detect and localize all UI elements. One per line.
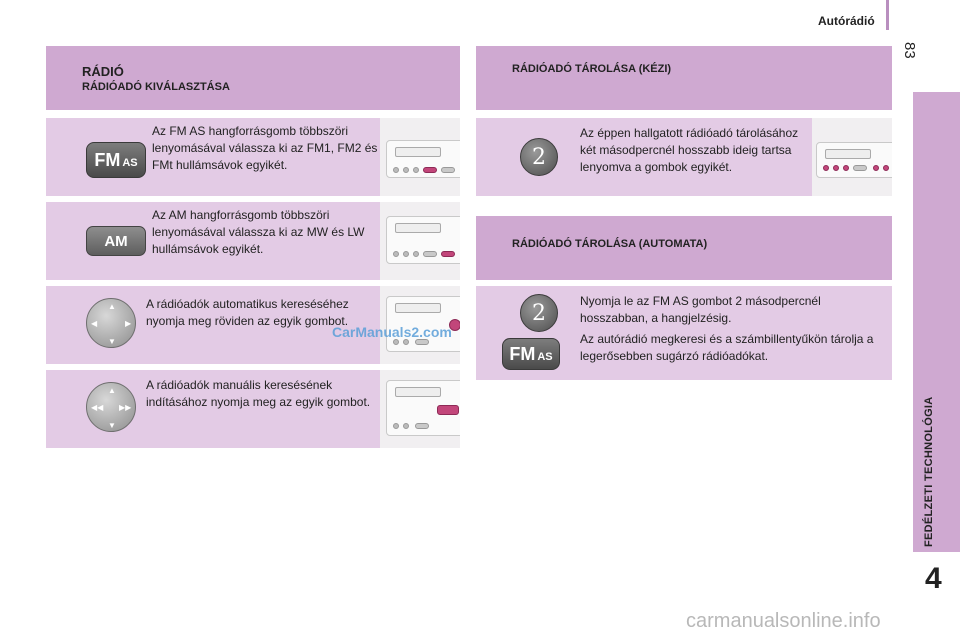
chapter-number: 4 <box>925 562 942 595</box>
preset-button-2-icon: 2 <box>520 294 558 332</box>
instruction-text-auto-store-1: Nyomja le az FM AS gombot 2 másodpercnél hosszabban, a hangjelzésig. <box>580 294 821 325</box>
instruction-row-am <box>46 202 460 280</box>
fm-as-button-icon: FM AS <box>502 338 560 370</box>
watermark-text: CarManuals2.com <box>332 324 452 340</box>
header-accent-bar <box>886 0 889 30</box>
instruction-row-auto-store <box>476 286 892 380</box>
instruction-row-manual-store <box>476 118 892 196</box>
instruction-row-auto-search <box>46 286 460 364</box>
instruction-row-fm <box>46 118 460 196</box>
instruction-text-auto-search: A rádióadók automatikus kereséséhez nyomja meg röviden az egyik gombot. <box>146 297 349 328</box>
joystick-leftright-icon: ▲ ▼ ◀◀ ▶▶ <box>86 382 136 432</box>
chapter-number-box <box>913 552 960 640</box>
radio-illustration <box>380 118 460 196</box>
page-number: 83 <box>901 42 918 59</box>
section-subtitle-station-select: RÁDIÓADÓ KIVÁLASZTÁSA <box>82 81 230 93</box>
page-header-title: Autórádió <box>818 14 875 28</box>
joystick-updown-icon: ▲ ▼ ◀ ▶ <box>86 298 136 348</box>
section-header-manual-store <box>476 46 892 110</box>
am-button-icon: AM <box>86 226 146 256</box>
instruction-text-manual-search: A rádióadók manuális keresésének indításához nyomja meg az egyik gombot. <box>146 378 371 409</box>
section-header-radio <box>46 46 460 110</box>
footer-watermark: carmanualsonline.info <box>686 610 881 632</box>
section-title-auto-store: RÁDIÓADÓ TÁROLÁSA (AUTOMATA) <box>512 238 708 250</box>
section-title-manual-store: RÁDIÓADÓ TÁROLÁSA (KÉZI) <box>512 63 672 75</box>
chapter-side-tab <box>913 92 960 640</box>
instruction-text-manual-store: Az éppen hallgatott rádióadó tárolásához két másodpercnél hosszabb ideig tartsa lenyomva a gombok egyikét. <box>580 126 799 174</box>
instruction-row-manual-search <box>46 370 460 448</box>
chapter-label: FEDÉLZETI TECHNOLÓGIA <box>923 396 935 547</box>
instruction-text-am: Az AM hangforrásgomb többszöri lenyomásával válassza ki az MW és LW hullámsávok egyikét. <box>152 208 365 256</box>
section-header-auto-store <box>476 216 892 280</box>
radio-illustration <box>812 118 892 196</box>
preset-button-2-icon: 2 <box>520 138 558 176</box>
instruction-text-auto-store-2: Az autórádió megkeresi és a számbillentyűkön tárolja a legerősebben sugárzó rádióadókat. <box>580 332 874 363</box>
radio-illustration <box>380 202 460 280</box>
instruction-text-fm: Az FM AS hangforrásgomb többszöri lenyomásával válassza ki az FM1, FM2 és FMt hullámsávok egyikét. <box>152 124 378 172</box>
fm-as-button-icon: FM AS <box>86 142 146 178</box>
section-title-radio: RÁDIÓ <box>82 64 124 79</box>
radio-illustration <box>380 370 460 448</box>
